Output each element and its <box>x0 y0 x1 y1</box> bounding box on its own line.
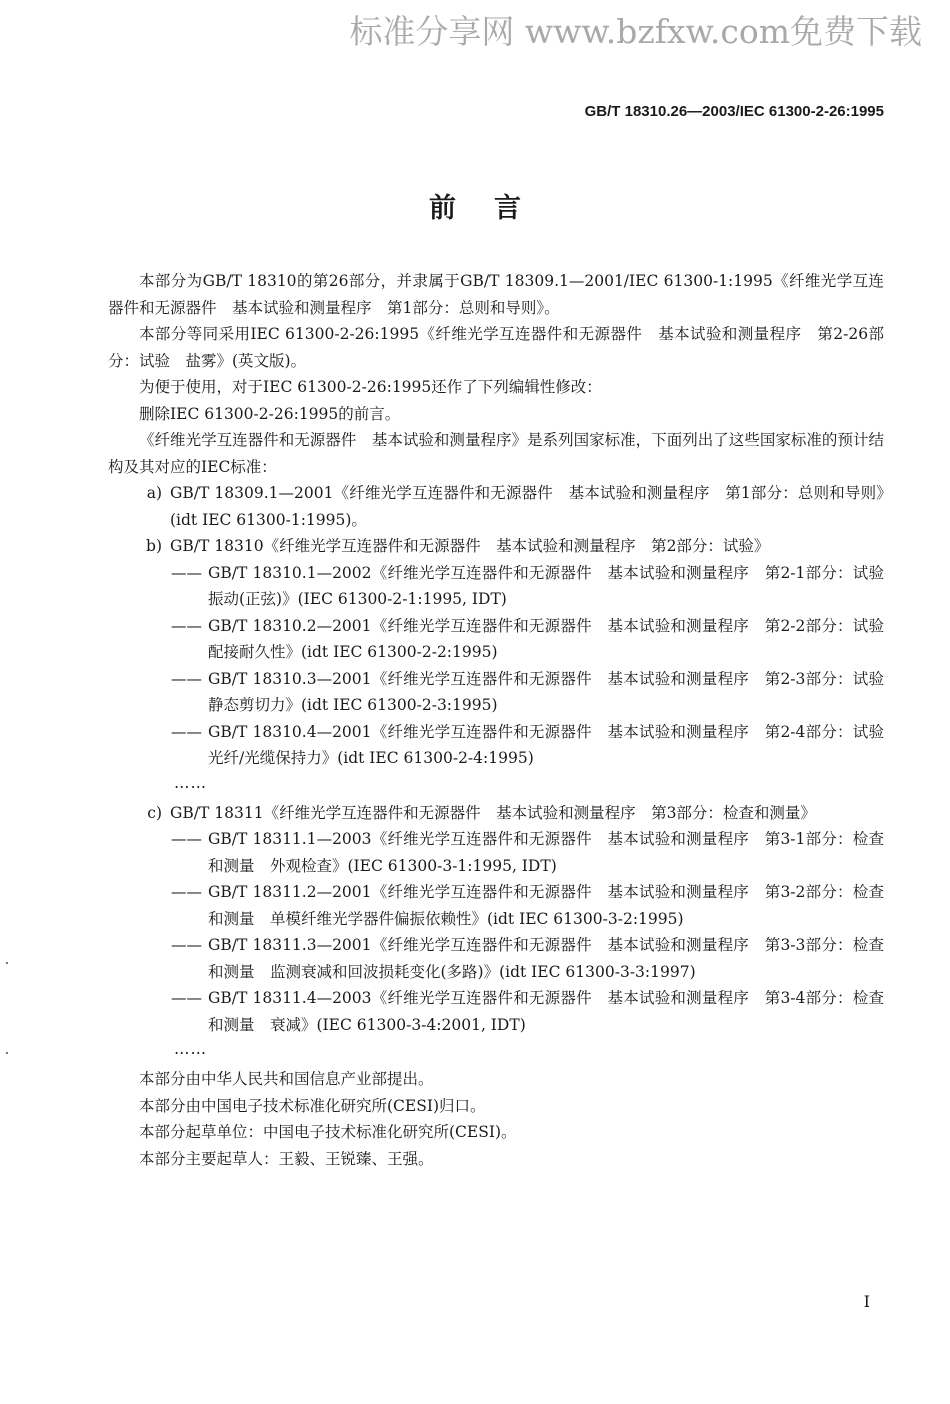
sub-item-text: GB/T 18311.1—2003《纤维光学互连器件和无源器件 基本试验和测量程序 第3-1部分：检查和测量 外观检查》(IEC 61300-3-1:1995, IDT) <box>208 830 884 875</box>
list-text: GB/T 18309.1—2001《纤维光学互连器件和无源器件 基本试验和测量程序 第1部分：总则和导则》(idt IEC 61300-1:1995)。 <box>170 484 884 529</box>
dash: —— <box>171 616 202 635</box>
sub-item <box>108 613 900 666</box>
page-number: I <box>863 1292 870 1311</box>
scan-mark <box>6 962 8 964</box>
dash: —— <box>171 722 202 741</box>
sub-item-text: GB/T 18310.1—2002《纤维光学互连器件和无源器件 基本试验和测量程序 第2-1部分：试验 振动(正弦)》(IEC 61300-2-1:1995, IDT) <box>208 563 900 608</box>
sub-item <box>108 560 900 613</box>
paragraph: 为便于使用，对于IEC 61300-2-26:1995还作了下列编辑性修改： <box>139 378 602 396</box>
list-item-c <box>108 800 884 827</box>
watermark: 标准分享网 www.bzfxw.com免费下载 <box>349 12 922 51</box>
list-label: c) <box>147 803 162 822</box>
sub-item-text: GB/T 18310.2—2001《纤维光学互连器件和无源器件 基本试验和测量程序 第2-2部分：试验 配接耐久性》(idt IEC 61300-2-2:1995) <box>208 616 900 661</box>
closing-paragraph: 本部分由中华人民共和国信息产业部提出。 <box>139 1070 434 1088</box>
list-label: b) <box>146 537 162 555</box>
paragraph: 删除IEC 61300-2-26:1995的前言。 <box>139 404 401 423</box>
sub-item <box>108 985 884 1038</box>
list-text: GB/T 18311《纤维光学互连器件和无源器件 基本试验和测量程序 第3部分：检查和测量》 <box>170 803 816 822</box>
ellipsis: …… <box>174 773 207 792</box>
paragraph: 《纤维光学互连器件和无源器件 基本试验和测量程序》是系列国家标准，下面列出了这些国家标准的预计结构及其对应的IEC标准： <box>108 431 884 476</box>
sub-item <box>108 932 884 985</box>
sub-item <box>108 666 900 719</box>
dash: —— <box>171 883 202 901</box>
foreword-body <box>108 268 900 1172</box>
paragraph: 本部分为GB/T 18310的第26部分，并隶属于GB/T 18309.1—2001/IEC 61300-1:1995《纤维光学互连器件和无源器件 基本试验和测量程序 第1部分：总则和导则》。 <box>108 272 884 317</box>
sub-item-text: GB/T 18310.4—2001《纤维光学互连器件和无源器件 基本试验和测量程序 第2-4部分：试验 光纤/光缆保持力》(idt IEC 61300-2-4:1995) <box>208 722 900 767</box>
list-text: GB/T 18310《纤维光学互连器件和无源器件 基本试验和测量程序 第2部分：试验》 <box>170 537 770 555</box>
page-title: 前言 <box>429 193 559 224</box>
dash: —— <box>171 936 202 954</box>
sub-item-text: GB/T 18311.3—2001《纤维光学互连器件和无源器件 基本试验和测量程序 第3-3部分：检查和测量 监测衰减和回波损耗变化(多路)》(idt IEC 61300-3-3:1997) <box>208 936 884 981</box>
paragraph: 本部分等同采用IEC 61300-2-26:1995《纤维光学互连器件和无源器件 基本试验和测量程序 第2-26部分：试验 盐雾》(英文版)。 <box>108 325 884 370</box>
closing-paragraph: 本部分主要起草人：王毅、王锐臻、王强。 <box>139 1149 434 1168</box>
list-item-b <box>108 533 884 560</box>
scan-mark <box>6 1052 8 1054</box>
dash: —— <box>171 830 202 848</box>
dash: —— <box>171 563 202 582</box>
dash: —— <box>171 669 202 688</box>
sub-item <box>108 719 900 772</box>
sub-item <box>108 826 884 879</box>
list-item-a <box>108 480 884 533</box>
sub-item-text: GB/T 18310.3—2001《纤维光学互连器件和无源器件 基本试验和测量程序 第2-3部分：试验 静态剪切力》(idt IEC 61300-2-3:1995) <box>208 669 900 714</box>
dash: —— <box>171 989 202 1007</box>
standard-code: GB/T 18310.26—2003/IEC 61300-2-26:1995 <box>584 103 884 120</box>
list-label: a) <box>146 484 162 502</box>
ellipsis: …… <box>174 1040 207 1058</box>
sub-item-text: GB/T 18311.2—2001《纤维光学互连器件和无源器件 基本试验和测量程序 第3-2部分：检查和测量 单模纤维光学器件偏振依赖性》(idt IEC 61300-3-2:1995) <box>208 883 884 928</box>
sub-item-text: GB/T 18311.4—2003《纤维光学互连器件和无源器件 基本试验和测量程序 第3-4部分：检查和测量 衰减》(IEC 61300-3-4:2001, IDT) <box>208 989 884 1034</box>
closing-paragraph: 本部分起草单位：中国电子技术标准化研究所(CESI)。 <box>139 1123 517 1141</box>
sub-item <box>108 879 884 932</box>
closing-paragraph: 本部分由中国电子技术标准化研究所(CESI)归口。 <box>139 1096 486 1115</box>
